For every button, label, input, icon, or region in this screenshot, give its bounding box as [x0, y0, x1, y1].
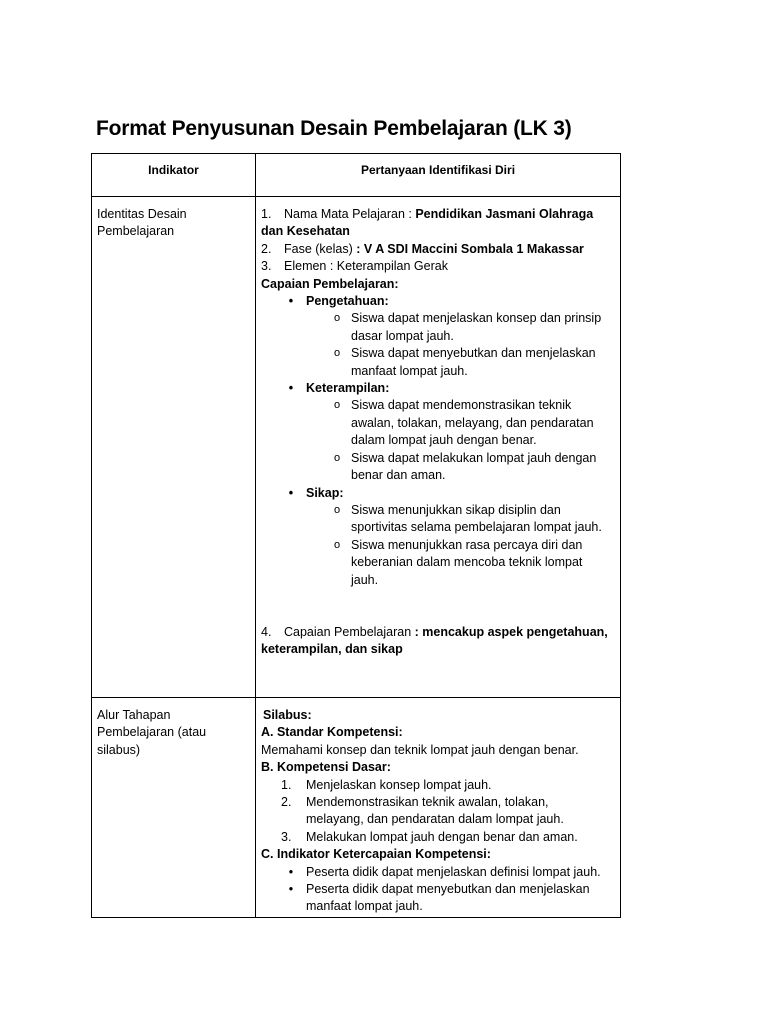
bullet-icon: •	[288, 864, 294, 879]
silabus-heading: Silabus:	[263, 708, 312, 722]
circle-bullet-icon: o	[333, 503, 341, 516]
header-pertanyaan: Pertanyaan Identifikasi Diri	[360, 163, 516, 177]
group-label-keterampilan: Keterampilan:	[306, 381, 390, 396]
list-item	[261, 829, 615, 846]
item-number: 2.	[281, 795, 292, 810]
list-item-text: Siswa dapat melakukan lompat jauh dengan benar dan aman.	[351, 450, 597, 483]
circle-bullet-icon: o	[333, 347, 341, 360]
item-number: 1.	[261, 207, 272, 221]
table-header-row	[92, 154, 621, 197]
item-label: Capaian Pembelajaran	[284, 624, 412, 639]
item-fase	[261, 241, 615, 258]
item-number: 4.	[261, 624, 272, 639]
circle-bullet-icon: o	[333, 538, 341, 551]
list-item	[261, 397, 615, 449]
list-item	[261, 310, 615, 345]
page-title: Format Penyusunan Desain Pembelajaran (LK 3)	[96, 117, 572, 140]
circle-bullet-icon: o	[333, 451, 341, 464]
table-row	[92, 197, 621, 698]
item-number: 2.	[261, 241, 272, 256]
list-item-text: Siswa dapat menjelaskan konsep dan prinsip dasar lompat jauh.	[351, 311, 602, 343]
header-indikator: Indikator	[148, 163, 199, 177]
capaian-heading: Capaian Pembelajaran:	[261, 276, 399, 291]
indikator-ketercapaian-heading: C. Indikator Ketercapaian Kompetensi:	[261, 847, 491, 862]
list-item	[261, 777, 615, 794]
item-number: 1.	[281, 777, 292, 792]
mata-pelajaran-value: Pendidikan Jasmani Olahraga dan Kesehatan	[261, 207, 594, 239]
item-mata-pelajaran	[261, 206, 615, 241]
item-label: Nama Mata Pelajaran	[284, 207, 405, 221]
circle-bullet-icon: o	[333, 399, 341, 412]
row-label-identitas: Identitas Desain Pembelajaran	[97, 207, 187, 239]
bullet-icon: •	[288, 485, 294, 500]
group-label-sikap: Sikap:	[306, 485, 344, 500]
kompetensi-dasar-heading: B. Kompetensi Dasar:	[261, 760, 391, 775]
row-label-alur: Alur Tahapan Pembelajaran (atau silabus)	[97, 708, 207, 757]
list-item-text: Peserta didik dapat menjelaskan definisi lompat jauh.	[306, 864, 601, 879]
circle-bullet-icon: o	[333, 312, 341, 325]
standar-kompetensi-heading: A. Standar Kompetensi:	[261, 725, 403, 740]
silabus-content	[256, 698, 620, 916]
list-item-text: Melakukan lompat jauh dengan benar dan aman.	[306, 829, 578, 844]
elemen-text: Elemen : Keterampilan Gerak	[284, 259, 448, 274]
bullet-icon: •	[288, 882, 294, 897]
item-label: Fase (kelas)	[284, 241, 353, 256]
fase-value: V A SDI Maccini Sombala 1 Makassar	[363, 241, 584, 256]
list-item	[261, 537, 615, 589]
list-item	[261, 794, 615, 829]
item-elemen	[261, 258, 615, 275]
item-separator: :	[352, 241, 364, 256]
list-item-text: Mendemonstrasikan teknik awalan, tolakan, melayang, dan pendaratan dalam lompat jauh.	[306, 795, 564, 827]
list-item-text: Siswa menunjukkan sikap disiplin dan sportivitas selama pembelajaran lompat jauh.	[351, 502, 602, 535]
list-item	[261, 293, 615, 310]
list-item	[261, 345, 615, 380]
list-item-text: Peserta didik dapat menyebutkan dan menjelaskan manfaat lompat jauh.	[306, 882, 590, 914]
bullet-icon: •	[288, 381, 294, 396]
list-item-text: Siswa menunjukkan rasa percaya diri dan keberanian dalam mencoba teknik lompat jauh.	[351, 537, 583, 587]
identitas-content	[256, 197, 620, 659]
list-item	[261, 380, 615, 397]
list-item-text: Siswa dapat menyebutkan dan menjelaskan manfaat lompat jauh.	[351, 346, 596, 378]
list-item	[261, 502, 615, 537]
list-item	[261, 450, 615, 485]
list-item-text: Siswa dapat mendemonstrasikan teknik awalan, tolakan, melayang, dan pendaratan dalam lompat jauh dengan benar.	[351, 398, 594, 448]
group-label-pengetahuan: Pengetahuan:	[306, 294, 389, 309]
item-number: 3.	[281, 829, 292, 844]
item-capaian-pembelajaran	[261, 624, 615, 659]
list-item-text: Menjelaskan konsep lompat jauh.	[306, 777, 492, 792]
table-row	[92, 698, 621, 918]
list-item	[261, 485, 615, 502]
bullet-icon: •	[288, 294, 294, 309]
item-number: 3.	[261, 259, 272, 274]
capaian-value: : mencakup aspek pengetahuan, keterampilan, dan sikap	[261, 624, 608, 657]
standar-kompetensi-text: Memahami konsep dan teknik lompat jauh dengan benar.	[261, 742, 579, 757]
design-table	[91, 153, 621, 918]
list-item	[261, 864, 615, 881]
item-separator: :	[404, 207, 416, 221]
list-item	[261, 881, 615, 916]
